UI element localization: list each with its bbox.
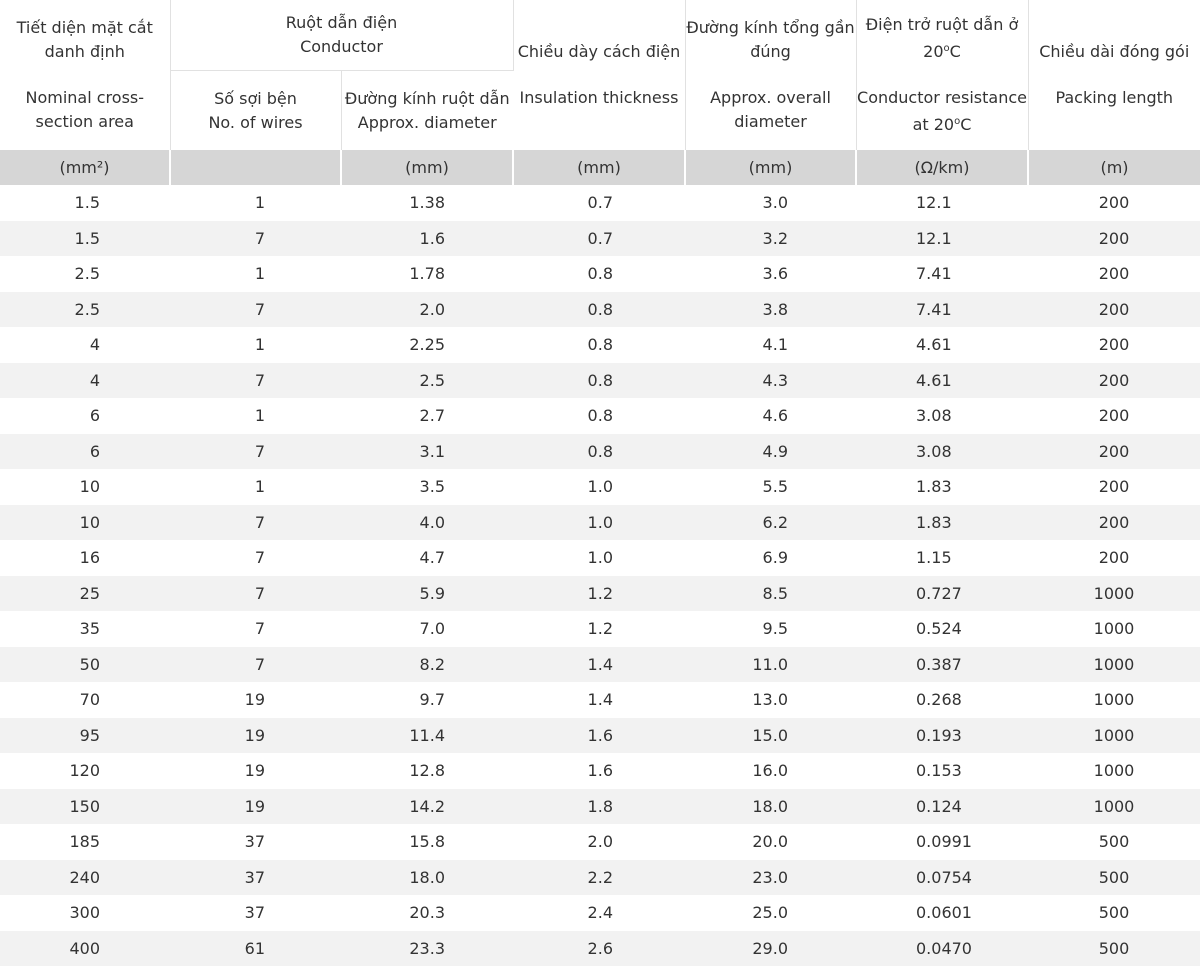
resistance-cell: 0.387 bbox=[856, 647, 1028, 683]
nominal-area-cell: 16 bbox=[79, 548, 100, 568]
nominal-area-cell: 120 bbox=[69, 761, 100, 781]
packing-length-cell: 200 bbox=[1098, 548, 1130, 568]
table-row bbox=[0, 327, 1200, 363]
conductor-diameter-cell: 2.0 bbox=[341, 292, 513, 328]
table-row bbox=[0, 753, 1200, 789]
overall-diameter-cell: 6.2 bbox=[685, 505, 856, 541]
conductor-diameter-cell: 4.7 bbox=[419, 548, 445, 568]
table-row bbox=[0, 576, 1200, 612]
table-row bbox=[0, 718, 1200, 754]
header-wires-en: No. of wires bbox=[208, 112, 303, 132]
resistance-cell: 4.61 bbox=[856, 363, 1028, 399]
header-conductor-diameter-en: Approx. diameter bbox=[357, 112, 497, 132]
unit-cell: (mm) bbox=[685, 150, 856, 185]
wires-cell: 37 bbox=[244, 903, 265, 923]
packing-length-cell: 200 bbox=[1098, 335, 1130, 355]
table-row bbox=[0, 363, 1200, 399]
packing-length-cell: 500 bbox=[1028, 860, 1200, 896]
packing-length-cell: 200 bbox=[1028, 505, 1200, 541]
wires-cell: 7 bbox=[170, 505, 341, 541]
insulation-cell: 0.7 bbox=[513, 221, 685, 257]
resistance-cell: 12.1 bbox=[916, 193, 952, 213]
nominal-area-cell: 95 bbox=[0, 718, 170, 754]
overall-diameter-cell: 11.0 bbox=[685, 647, 856, 683]
header-insulation-thickness bbox=[513, 0, 685, 150]
nominal-area-cell: 10 bbox=[0, 505, 170, 541]
conductor-diameter-cell: 4.0 bbox=[341, 505, 513, 541]
insulation-cell: 0.8 bbox=[587, 335, 613, 355]
table-row bbox=[0, 469, 1200, 505]
resistance-cell: 12.1 bbox=[856, 221, 1028, 257]
packing-length-cell: 500 bbox=[1028, 931, 1200, 967]
insulation-cell: 0.7 bbox=[587, 193, 613, 213]
insulation-cell: 1.0 bbox=[513, 505, 685, 541]
overall-diameter-cell: 3.0 bbox=[762, 193, 788, 213]
packing-length-cell: 500 bbox=[1098, 903, 1130, 923]
nominal-area-cell: 25 bbox=[0, 576, 170, 612]
unit-cell: (Ω/km) bbox=[856, 150, 1028, 185]
header-insulation-vn: Chiều dày cách điện bbox=[517, 42, 681, 61]
insulation-cell: 0.8 bbox=[587, 406, 613, 426]
table-row bbox=[0, 505, 1200, 541]
header-packing-length-en: Packing length bbox=[1055, 88, 1174, 107]
resistance-cell: 7.41 bbox=[856, 292, 1028, 328]
conductor-diameter-cell: 2.25 bbox=[409, 335, 445, 355]
resistance-cell: 1.15 bbox=[916, 548, 952, 568]
overall-diameter-cell: 25.0 bbox=[752, 903, 788, 923]
insulation-cell: 0.8 bbox=[513, 434, 685, 470]
wires-cell: 19 bbox=[244, 690, 265, 710]
overall-diameter-cell: 16.0 bbox=[752, 761, 788, 781]
table-row bbox=[0, 221, 1200, 257]
conductor-diameter-cell: 1.6 bbox=[341, 221, 513, 257]
resistance-cell: 0.153 bbox=[916, 761, 962, 781]
wires-cell: 7 bbox=[254, 548, 265, 568]
conductor-diameter-cell: 12.8 bbox=[409, 761, 445, 781]
table-row bbox=[0, 256, 1200, 292]
wires-cell: 1 bbox=[254, 193, 265, 213]
conductor-diameter-cell: 3.1 bbox=[341, 434, 513, 470]
unit-cell: (mm) bbox=[513, 150, 685, 185]
table-row bbox=[0, 647, 1200, 683]
nominal-area-cell: 70 bbox=[79, 690, 100, 710]
wires-cell: 37 bbox=[244, 832, 265, 852]
insulation-cell: 2.6 bbox=[513, 931, 685, 967]
overall-diameter-cell: 9.5 bbox=[762, 619, 788, 639]
insulation-cell: 0.8 bbox=[587, 264, 613, 284]
conductor-diameter-cell: 14.2 bbox=[341, 789, 513, 825]
packing-length-cell: 200 bbox=[1028, 221, 1200, 257]
nominal-area-cell: 6 bbox=[0, 434, 170, 470]
header-nominal-area-en: Nominal cross-section area bbox=[25, 88, 145, 131]
insulation-cell: 2.4 bbox=[587, 903, 613, 923]
header-overall-diameter-vn: Đường kính tổng gần đúng bbox=[686, 18, 855, 61]
table-body bbox=[0, 185, 1200, 966]
insulation-cell: 0.8 bbox=[513, 292, 685, 328]
overall-diameter-cell: 3.6 bbox=[762, 264, 788, 284]
resistance-cell: 0.524 bbox=[916, 619, 962, 639]
unit-cell: (m) bbox=[1028, 150, 1200, 185]
resistance-cell: 1.83 bbox=[916, 477, 952, 497]
overall-diameter-cell: 18.0 bbox=[685, 789, 856, 825]
packing-length-cell: 200 bbox=[1028, 363, 1200, 399]
wires-cell: 19 bbox=[244, 761, 265, 781]
nominal-area-cell: 1.5 bbox=[74, 193, 100, 213]
resistance-cell: 0.0601 bbox=[916, 903, 972, 923]
nominal-area-cell: 2.5 bbox=[74, 264, 100, 284]
header-conductor-en: Conductor bbox=[300, 37, 383, 56]
insulation-cell: 1.2 bbox=[587, 619, 613, 639]
wires-cell: 1 bbox=[254, 477, 265, 497]
table-row bbox=[0, 185, 1200, 221]
resistance-cell: 4.61 bbox=[916, 335, 952, 355]
packing-length-cell: 200 bbox=[1098, 477, 1130, 497]
table-row bbox=[0, 292, 1200, 328]
overall-diameter-cell: 23.0 bbox=[685, 860, 856, 896]
insulation-cell: 1.6 bbox=[513, 718, 685, 754]
conductor-diameter-cell: 23.3 bbox=[341, 931, 513, 967]
packing-length-cell: 200 bbox=[1098, 264, 1130, 284]
table-row bbox=[0, 398, 1200, 434]
conductor-diameter-cell: 20.3 bbox=[409, 903, 445, 923]
conductor-diameter-cell: 7.0 bbox=[419, 619, 445, 639]
resistance-cell: 1.83 bbox=[856, 505, 1028, 541]
header-conductor-diameter bbox=[341, 71, 513, 151]
table-row bbox=[0, 824, 1200, 860]
header-overall-diameter bbox=[685, 0, 856, 150]
header-resistance-vn: Điện trở ruột dẫn ở 20$^o$C bbox=[865, 15, 1019, 61]
resistance-cell: 3.08 bbox=[856, 434, 1028, 470]
conductor-diameter-cell: 2.7 bbox=[419, 406, 445, 426]
header-conductor-vn: Ruột dẫn điện bbox=[285, 13, 398, 32]
nominal-area-cell: 6 bbox=[89, 406, 100, 426]
insulation-cell: 2.2 bbox=[513, 860, 685, 896]
wires-cell: 19 bbox=[170, 789, 341, 825]
packing-length-cell: 1000 bbox=[1028, 718, 1200, 754]
resistance-cell: 0.268 bbox=[916, 690, 962, 710]
conductor-diameter-cell: 18.0 bbox=[341, 860, 513, 896]
insulation-cell: 1.8 bbox=[513, 789, 685, 825]
resistance-cell: 0.0470 bbox=[856, 931, 1028, 967]
table-row bbox=[0, 860, 1200, 896]
resistance-cell: 0.0991 bbox=[916, 832, 972, 852]
wires-cell: 7 bbox=[170, 576, 341, 612]
wires-cell: 7 bbox=[254, 619, 265, 639]
nominal-area-cell: 4 bbox=[0, 363, 170, 399]
packing-length-cell: 1000 bbox=[1028, 576, 1200, 612]
insulation-cell: 2.0 bbox=[587, 832, 613, 852]
nominal-area-cell: 35 bbox=[79, 619, 100, 639]
packing-length-cell: 200 bbox=[1028, 434, 1200, 470]
header-conductor bbox=[170, 0, 513, 71]
overall-diameter-cell: 4.1 bbox=[762, 335, 788, 355]
packing-length-cell: 1000 bbox=[1028, 789, 1200, 825]
resistance-cell: 3.08 bbox=[916, 406, 952, 426]
packing-length-cell: 200 bbox=[1098, 406, 1130, 426]
packing-length-cell: 1000 bbox=[1093, 761, 1135, 781]
table-header bbox=[0, 0, 1200, 185]
nominal-area-cell: 300 bbox=[69, 903, 100, 923]
wires-cell: 7 bbox=[170, 292, 341, 328]
overall-diameter-cell: 8.5 bbox=[685, 576, 856, 612]
table-row bbox=[0, 540, 1200, 576]
nominal-area-cell: 4 bbox=[89, 335, 100, 355]
wires-cell: 1 bbox=[254, 264, 265, 284]
conductor-diameter-cell: 1.38 bbox=[409, 193, 445, 213]
header-packing-length bbox=[1028, 0, 1200, 150]
header-conductor-resistance bbox=[856, 0, 1028, 150]
overall-diameter-cell: 4.6 bbox=[762, 406, 788, 426]
nominal-area-cell: 400 bbox=[0, 931, 170, 967]
packing-length-cell: 200 bbox=[1098, 193, 1130, 213]
unit-cell bbox=[170, 150, 341, 185]
wires-cell: 1 bbox=[254, 335, 265, 355]
nominal-area-cell: 50 bbox=[0, 647, 170, 683]
unit-cell: (mm) bbox=[341, 150, 513, 185]
conductor-diameter-cell: 5.9 bbox=[341, 576, 513, 612]
table-row bbox=[0, 931, 1200, 967]
conductor-diameter-cell: 3.5 bbox=[419, 477, 445, 497]
unit-cell: (mm²) bbox=[0, 150, 170, 185]
nominal-area-cell: 150 bbox=[0, 789, 170, 825]
wires-cell: 61 bbox=[170, 931, 341, 967]
packing-length-cell: 1000 bbox=[1028, 647, 1200, 683]
overall-diameter-cell: 20.0 bbox=[752, 832, 788, 852]
overall-diameter-cell: 4.9 bbox=[685, 434, 856, 470]
table-row bbox=[0, 434, 1200, 470]
wires-cell: 7 bbox=[170, 647, 341, 683]
wires-cell: 19 bbox=[170, 718, 341, 754]
wires-cell: 1 bbox=[254, 406, 265, 426]
overall-diameter-cell: 4.3 bbox=[685, 363, 856, 399]
conductor-diameter-cell: 11.4 bbox=[341, 718, 513, 754]
insulation-cell: 1.4 bbox=[513, 647, 685, 683]
packing-length-cell: 1000 bbox=[1093, 619, 1135, 639]
wires-cell: 37 bbox=[170, 860, 341, 896]
conductor-diameter-cell: 2.5 bbox=[341, 363, 513, 399]
resistance-cell: 0.124 bbox=[856, 789, 1028, 825]
resistance-cell: 0.193 bbox=[856, 718, 1028, 754]
overall-diameter-cell: 13.0 bbox=[752, 690, 788, 710]
insulation-cell: 0.8 bbox=[513, 363, 685, 399]
unit-row bbox=[0, 150, 1200, 185]
table-row bbox=[0, 611, 1200, 647]
packing-length-cell: 200 bbox=[1028, 292, 1200, 328]
overall-diameter-cell: 6.9 bbox=[762, 548, 788, 568]
overall-diameter-cell: 15.0 bbox=[685, 718, 856, 754]
resistance-cell: 7.41 bbox=[916, 264, 952, 284]
resistance-cell: 0.727 bbox=[856, 576, 1028, 612]
wires-cell: 7 bbox=[170, 363, 341, 399]
header-packing-length-vn: Chiều dài đóng gói bbox=[1039, 42, 1190, 61]
conductor-diameter-cell: 9.7 bbox=[419, 690, 445, 710]
nominal-area-cell: 2.5 bbox=[0, 292, 170, 328]
packing-length-cell: 1000 bbox=[1093, 690, 1135, 710]
wires-cell: 7 bbox=[170, 434, 341, 470]
overall-diameter-cell: 29.0 bbox=[685, 931, 856, 967]
nominal-area-cell: 1.5 bbox=[0, 221, 170, 257]
overall-diameter-cell: 3.8 bbox=[685, 292, 856, 328]
table-row bbox=[0, 895, 1200, 931]
conductor-diameter-cell: 15.8 bbox=[409, 832, 445, 852]
header-conductor-diameter-vn: Đường kính ruột dẫn bbox=[344, 88, 510, 108]
header-resistance-en: Conductor resistance at 20$^o$C bbox=[857, 88, 1027, 134]
nominal-area-cell: 240 bbox=[0, 860, 170, 896]
header-number-of-wires bbox=[170, 71, 341, 151]
table-row bbox=[0, 789, 1200, 825]
header-overall-diameter-en: Approx. overall diameter bbox=[710, 88, 831, 131]
wires-cell: 7 bbox=[170, 221, 341, 257]
insulation-cell: 1.2 bbox=[513, 576, 685, 612]
conductor-diameter-cell: 8.2 bbox=[341, 647, 513, 683]
header-nominal-area bbox=[0, 0, 170, 150]
insulation-cell: 1.6 bbox=[587, 761, 613, 781]
resistance-cell: 0.0754 bbox=[856, 860, 1028, 896]
header-wires-vn: Số sợi bện bbox=[214, 88, 297, 108]
overall-diameter-cell: 3.2 bbox=[685, 221, 856, 257]
insulation-cell: 1.0 bbox=[587, 477, 613, 497]
packing-length-cell: 500 bbox=[1098, 832, 1130, 852]
nominal-area-cell: 10 bbox=[79, 477, 100, 497]
insulation-cell: 1.0 bbox=[587, 548, 613, 568]
header-nominal-area-vn: Tiết diện mặt cắt danh định bbox=[16, 18, 153, 61]
insulation-cell: 1.4 bbox=[587, 690, 613, 710]
conductor-diameter-cell: 1.78 bbox=[409, 264, 445, 284]
header-insulation-en: Insulation thickness bbox=[519, 88, 679, 107]
table-row bbox=[0, 682, 1200, 718]
overall-diameter-cell: 5.5 bbox=[762, 477, 788, 497]
nominal-area-cell: 185 bbox=[69, 832, 100, 852]
